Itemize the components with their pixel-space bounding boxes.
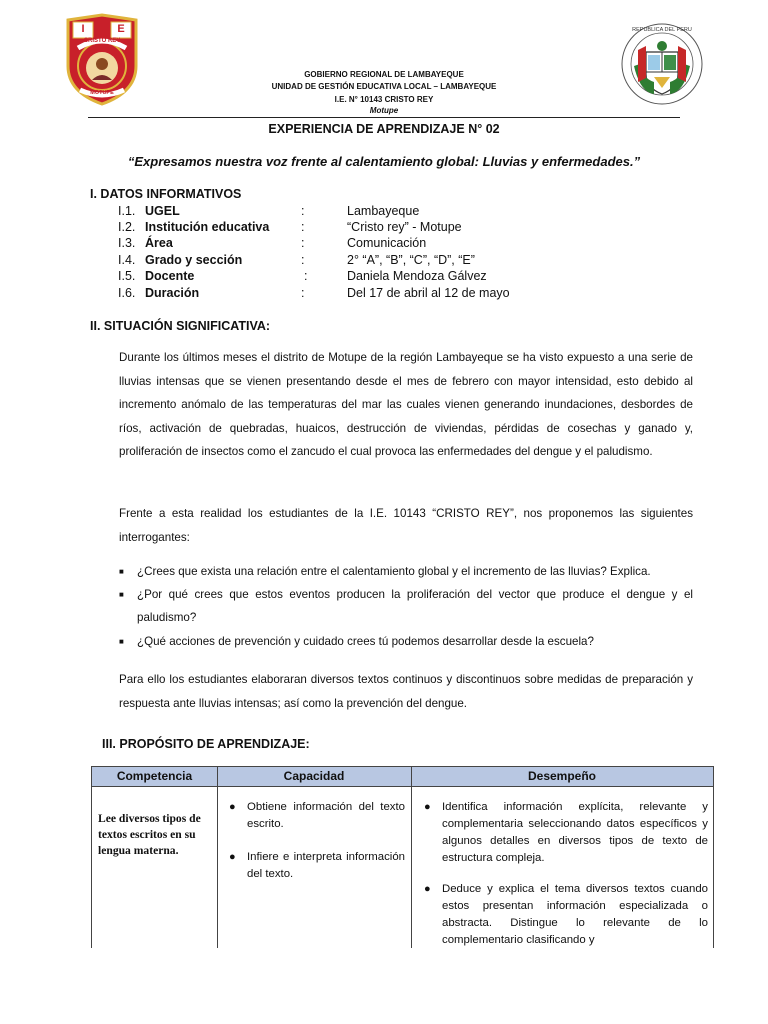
datos-row [118,253,678,269]
table-header-competencia: Competencia [116,769,193,783]
datos-list [118,204,678,304]
datos-num: I.3. [118,236,136,250]
situacion-paragraph-1: Durante los últimos meses el distrito de Motupe de la región Lambayeque se ha visto expuesto a una serie de lluvias intensas que se vienen presentando desde el mes de febrero con mayor intensidad, esto debido al incremento anómalo de las temperaturas del mar las cuales vienen generando inundaciones, desbordes de ríos, activación de quebradas, huaicos, destrucción de viviendas, pérdidas de cosechas y ganado y, proliferación de insectos como el zancudo el cual provoca las enfermedades del dengue y el paludismo. [119,351,693,458]
table-header-capacidad: Capacidad [283,769,345,783]
desempeno-text: Identifica información explícita, relevante y complementaria seleccionando datos específicos y algunos detalles en diversos tipos de texto de estructura compleja. [442,801,708,864]
datos-label: Docente [145,269,195,283]
question-item [119,560,693,583]
datos-colon: : [304,269,308,283]
datos-colon: : [301,253,305,267]
question-item [119,583,693,629]
table-column-divider [411,767,412,948]
header-line-ugel: UNIDAD DE GESTIÓN EDUCATIVA LOCAL – LAMBAYEQUE [271,82,497,91]
question-text: ¿Por qué crees que estos eventos producen la proliferación del vector que produce el dengue y el paludismo? [137,588,693,624]
header-divider [88,117,680,118]
bullet-square-icon: ■ [119,590,124,599]
bullet-square-icon: ■ [119,567,124,576]
question-item [119,630,693,653]
datos-value: Lambayeque [347,204,420,218]
situacion-paragraph-2: Frente a esta realidad los estudiantes de la I.E. 10143 “CRISTO REY”, nos proponemos las siguientes interrogantes: [119,507,693,544]
school-shield-logo [64,14,140,106]
page-subtitle: “Expresamos nuestra voz frente al calentamiento global: Lluvias y enfermedades.” [127,154,641,169]
desempeno-text: Deduce y explica el tema diversos textos cuando estos presentan información especializada o abstracta. Distingue lo relevante de lo complementario clasificando y [442,883,708,946]
datos-row [118,286,678,302]
table-header-desempeno: Desempeño [527,769,597,783]
question-text: ¿Crees que exista una relación entre el calentamiento global y el incremento de las lluvias? Explica. [137,565,651,578]
situacion-paragraph-3: Para ello los estudiantes elaboraran diversos textos continuos y discontinuos sobre medidas de preparación y respuesta ante lluvias intensas; así como la prevención del dengue. [119,673,693,710]
datos-label: Duración [145,286,200,300]
question-text: ¿Qué acciones de prevención y cuidado crees tú podemos desarrollar desde la escuela? [137,635,594,648]
section-3-heading: III. PROPÓSITO DE APRENDIZAJE: [102,737,310,751]
proposito-table [91,766,714,948]
datos-colon: : [301,286,305,300]
datos-value: Del 17 de abril al 12 de mayo [347,286,510,300]
shield-bottom-text: MOTUPE [90,90,114,96]
datos-row [118,236,678,252]
bullet-dot-icon: ● [229,851,236,863]
peru-logo-text: REPUBLICA DEL PERU [632,27,692,33]
bullet-dot-icon: ● [229,801,236,813]
datos-colon: : [301,204,305,218]
header-line-gobierno: GOBIERNO REGIONAL DE LAMBAYEQUE [304,70,464,79]
header-line-ie: I.E. N° 10143 CRISTO REY [334,95,434,104]
section-2-heading: II. SITUACIÓN SIGNIFICATIVA: [90,319,271,333]
datos-row [118,220,678,236]
bullet-dot-icon: ● [424,801,431,813]
datos-value: 2° “A”, “B”, “C”, “D”, “E” [347,253,475,267]
datos-label: UGEL [145,204,180,218]
shield-letter-left: I [81,23,85,35]
capacidad-item [229,849,405,883]
datos-row [118,204,678,220]
datos-value: Daniela Mendoza Gálvez [347,269,487,283]
datos-label: Institución educativa [145,220,270,234]
datos-num: I.4. [118,253,136,267]
capacidad-text: Infiere e interpreta información del texto. [247,851,405,880]
datos-colon: : [301,220,305,234]
datos-num: I.1. [118,204,136,218]
bullet-square-icon: ■ [119,637,124,646]
page-title: EXPERIENCIA DE APRENDIZAJE N° 02 [268,122,500,136]
shield-ribbon-text: CRISTO REY [83,38,121,44]
peru-coat-of-arms-logo [620,22,704,106]
capacidad-text: Obtiene información del texto escrito. [247,801,405,830]
shield-letter-right: E [117,23,125,35]
datos-num: I.6. [118,286,136,300]
table-column-divider [217,767,218,948]
datos-label: Grado y sección [145,253,243,267]
datos-value: Comunicación [347,236,427,250]
datos-colon: : [301,236,305,250]
datos-label: Área [145,236,173,250]
datos-row [118,269,678,285]
bullet-dot-icon: ● [424,883,431,895]
datos-num: I.2. [118,220,136,234]
competencia-cell: Lee diversos tipos de textos escritos en su lengua materna. [98,812,201,857]
capacidad-item [229,799,405,833]
datos-num: I.5. [118,269,136,283]
desempeno-item [424,881,708,948]
section-1-heading: I. DATOS INFORMATIVOS [90,187,242,201]
header-place: Motupe [369,106,399,115]
desempeno-item [424,799,708,867]
datos-value: “Cristo rey” - Motupe [347,220,462,234]
